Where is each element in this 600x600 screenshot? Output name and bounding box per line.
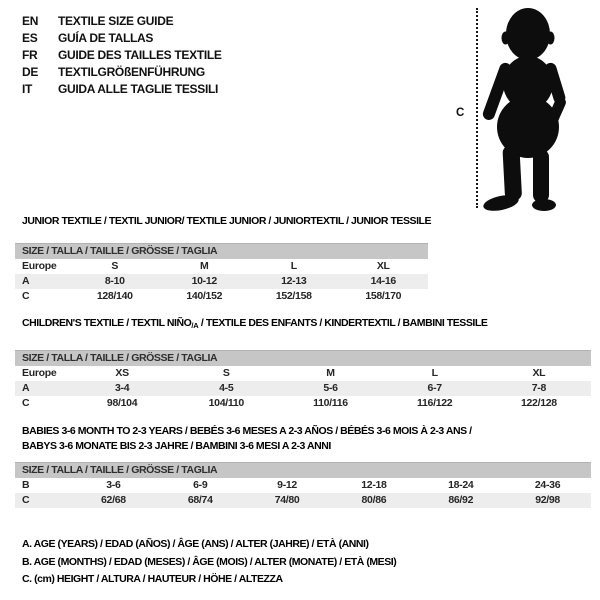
table-cell: 14-16 [370, 274, 396, 287]
table-cell: XL [532, 366, 546, 379]
table-title-segment: JUNIOR TEXTILE / TEXTIL JUNIOR/ TEXTILE JUNIOR / JUNIORTEXTIL / JUNIOR TESSILE [22, 215, 432, 227]
table-cell: 3-4 [114, 381, 130, 394]
table-cell: 12-13 [281, 274, 307, 287]
height-label-c: C [456, 107, 465, 119]
table-cell: L [290, 259, 297, 272]
row-label: Europe [22, 366, 57, 379]
table-cell: 62/68 [101, 494, 126, 506]
table-cell: 5-6 [323, 381, 338, 394]
table-row [15, 381, 591, 396]
table-title-line [22, 214, 431, 229]
babies-textile-section [15, 424, 591, 508]
table-cell: 68/74 [187, 494, 213, 506]
row-label: Europe [22, 259, 57, 272]
size-header: SIZE / TALLA / TAILLE / GRÖSSE / TAGLIA [15, 350, 591, 366]
row-label: C [22, 494, 30, 506]
table-cell: XS [115, 366, 129, 379]
row-label: B [22, 479, 30, 491]
table-cell: 92/98 [535, 494, 560, 506]
legend-line: B. AGE (MONTHS) / EDAD (MESES) / ÂGE (MOIS) / ALTER (MONATE) / ETÀ (MESI) [22, 555, 397, 568]
table-cell: 128/140 [96, 289, 133, 302]
table-row [15, 396, 591, 411]
language-code: IT [22, 82, 33, 96]
table-cell: S [111, 259, 119, 272]
table-cell: XL [376, 259, 390, 272]
table-cell: 80/86 [361, 494, 387, 506]
table-title-segment: CHILDREN'S TEXTILE / TEXTIL NIÑO [22, 317, 192, 329]
table-cell: 24-36 [534, 479, 561, 491]
language-label: TEXTILE SIZE GUIDE [58, 14, 174, 28]
table-cell: 12-18 [361, 479, 387, 491]
children-textile-section [15, 316, 591, 411]
size-header: SIZE / TALLA / TAILLE / GRÖSSE / TAGLIA [15, 462, 591, 478]
table-row [15, 366, 591, 381]
table-row [15, 289, 428, 304]
junior-textile-section [15, 214, 431, 304]
language-line [22, 64, 222, 81]
language-line [22, 30, 222, 47]
table-cell: 9-12 [277, 479, 297, 491]
table-cell: 86/92 [448, 494, 474, 506]
table-cell: 140/152 [186, 289, 223, 302]
language-code: FR [22, 48, 38, 62]
table-cell: 3-6 [106, 479, 121, 491]
children-table-title [22, 316, 591, 334]
language-line [22, 13, 222, 30]
table-cell: 104/110 [208, 396, 244, 409]
table-title-line [22, 439, 591, 454]
row-label: A [22, 274, 30, 287]
table-cell: 8-10 [104, 274, 125, 287]
language-label: TEXTILGRÖßENFÜHRUNG [58, 65, 205, 79]
language-code: EN [22, 14, 39, 28]
table-cell: 6-9 [193, 479, 208, 491]
measure-legend [22, 536, 396, 589]
row-label: C [22, 396, 30, 409]
table-cell: S [222, 366, 230, 379]
height-dotted-line [476, 8, 478, 208]
table-row [15, 478, 591, 493]
language-label: GUIDA ALLE TAGLIE TESSILI [58, 82, 219, 96]
table-title-line [22, 316, 591, 334]
legend-line: C. (cm) HEIGHT / ALTURA / HAUTEUR / HÖHE / ALTEZZA [22, 573, 283, 585]
table-cell: 110/116 [313, 396, 348, 409]
language-list [22, 13, 222, 98]
table-cell: 74/80 [274, 494, 300, 506]
table-cell: 6-7 [427, 381, 442, 394]
babies-table-title [22, 424, 591, 453]
table-cell: 158/170 [365, 289, 402, 302]
table-cell: 116/122 [417, 396, 453, 409]
table-cell: 10-12 [191, 274, 217, 287]
children-table [15, 350, 591, 411]
junior-table-title [22, 214, 431, 229]
table-row [15, 493, 591, 508]
legend-line: A. AGE (YEARS) / EDAD (AÑOS) / ÂGE (ANS) / ALTER (JAHRE) / ETÀ (ANNI) [22, 538, 369, 550]
table-title-segment: /A [191, 321, 199, 330]
table-title-segment: BABIES 3-6 MONTH TO 2-3 YEARS / BEBÉS 3-6 MESES A 2-3 AÑOS / BÉBÉS 3-6 MOIS À 2-3 ANS / [22, 425, 472, 437]
babies-table [15, 462, 591, 508]
baby-silhouette-icon [481, 7, 573, 211]
table-cell: M [200, 259, 209, 272]
table-rows [15, 259, 428, 304]
language-code: DE [22, 65, 39, 79]
table-cell: 18-24 [448, 479, 474, 491]
table-cell: 98/104 [106, 396, 138, 409]
table-title-segment: BABYS 3-6 MONATE BIS 2-3 JAHRE / BAMBINI 3-6 MESI A 2-3 ANNI [22, 439, 331, 452]
table-rows [15, 366, 591, 411]
language-line [22, 81, 222, 98]
table-cell: 7-8 [531, 381, 547, 394]
table-cell: 152/158 [275, 289, 312, 302]
table-cell: 122/128 [520, 396, 557, 409]
row-label: C [22, 289, 30, 302]
row-label: A [22, 381, 30, 394]
table-title-segment: / TEXTILE DES ENFANTS / KINDERTEXTIL / BAMBINI TESSILE [198, 317, 488, 329]
language-code: ES [22, 31, 38, 45]
table-row [15, 259, 428, 274]
junior-table [15, 243, 428, 304]
language-line [22, 47, 222, 64]
size-header: SIZE / TALLA / TAILLE / GRÖSSE / TAGLIA [15, 243, 428, 259]
table-rows [15, 478, 591, 508]
table-cell: 4-5 [219, 381, 234, 394]
table-cell: M [326, 366, 335, 379]
table-title-line [22, 424, 591, 439]
table-row [15, 274, 428, 289]
language-label: GUÍA DE TALLAS [58, 31, 154, 45]
language-label: GUIDE DES TAILLES TEXTILE [58, 48, 222, 62]
table-cell: L [431, 366, 438, 379]
